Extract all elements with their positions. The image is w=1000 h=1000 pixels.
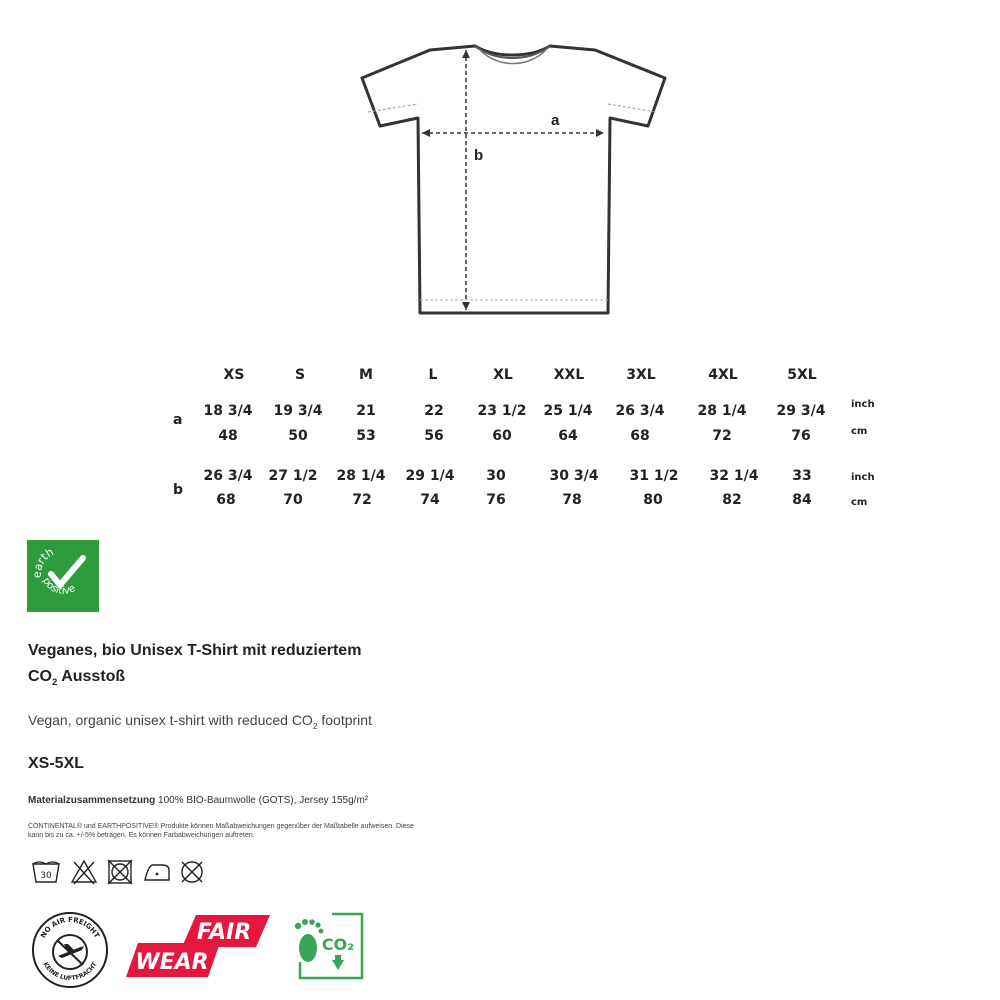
size-range: XS-5XL — [28, 755, 85, 772]
table-cell: 18 3/4 — [203, 403, 253, 419]
wash-temp: 30 — [40, 871, 52, 881]
disclaimer-text: CONTINENTAL® und EARTHPOSITIVE® Produkte können Maßabweichungen gegenüber der Maßtabelle aufweisen. Diese kann bis zu ca. +/-5% betragen. Es können Farbabweichungen auftreten. — [28, 823, 414, 839]
table-cell: 27 1/2 — [268, 468, 318, 484]
size-header: 5XL — [787, 367, 817, 383]
table-cell: 30 — [486, 468, 506, 484]
table-cell: 28 1/4 — [697, 403, 747, 419]
table-cell: 23 1/2 — [477, 403, 527, 419]
iron-low-icon — [142, 858, 172, 886]
wash-30-icon — [30, 858, 62, 886]
size-header: XL — [493, 367, 513, 383]
table-cell: 72 — [352, 492, 372, 508]
table-cell: 60 — [492, 428, 512, 444]
row-label-b: b — [173, 482, 184, 498]
table-cell: 29 3/4 — [776, 403, 826, 419]
table-cell: 31 1/2 — [629, 468, 679, 484]
table-cell: 26 3/4 — [203, 468, 253, 484]
size-header: 3XL — [626, 367, 656, 383]
badge-text-bottom: positive — [40, 576, 78, 597]
unit-cm: cm — [851, 497, 868, 508]
fair-text: FAIR — [196, 920, 252, 945]
size-header: S — [294, 367, 306, 383]
no-tumble-dry-icon — [106, 858, 134, 886]
table-cell: 74 — [420, 492, 440, 508]
svg-text:KEINE LUFTFRACHT — [41, 960, 98, 982]
table-cell: 56 — [424, 428, 444, 444]
no-air-freight-logo — [30, 910, 110, 990]
size-header: M — [359, 367, 373, 383]
table-cell: 78 — [562, 492, 582, 508]
no-bleach-icon — [70, 858, 98, 886]
table-cell: 82 — [722, 492, 742, 508]
table-cell: 80 — [643, 492, 663, 508]
table-cell: 33 — [792, 468, 812, 484]
badge-text-top: earth — [30, 545, 56, 579]
co2-text: CO₂ — [321, 935, 355, 954]
table-cell: 50 — [288, 428, 308, 444]
fair-wear-logo — [124, 913, 272, 981]
wear-text: WEAR — [135, 950, 209, 975]
table-cell: 29 1/4 — [405, 468, 455, 484]
table-cell: 48 — [218, 428, 238, 444]
earth-positive-logo — [27, 540, 99, 612]
table-cell: 84 — [792, 492, 812, 508]
table-cell: 28 1/4 — [336, 468, 386, 484]
product-title-en: Vegan, organic unisex t-shirt with reduced $CO_2$ footprint — [28, 712, 372, 731]
table-cell: 25 1/4 — [543, 403, 593, 419]
table-cell: 53 — [356, 428, 376, 444]
no-air-freight-text: NO AIR FREIGHT — [39, 915, 101, 940]
product-title-de: Veganes, bio Unisex T-Shirt mit reduziertem $CO_2$ Ausstoß — [28, 642, 362, 689]
table-cell: 70 — [283, 492, 303, 508]
table-cell: 76 — [486, 492, 506, 508]
size-header: 4XL — [708, 367, 738, 383]
material-composition: Materialzusammensetzung 100% BIO-Baumwolle (GOTS), Jersey 155g/m² — [28, 795, 369, 806]
table-cell: 19 3/4 — [273, 403, 323, 419]
table-cell: 64 — [558, 428, 578, 444]
table-cell: 32 1/4 — [709, 468, 759, 484]
table-cell: 68 — [630, 428, 650, 444]
unit-inch: inch — [851, 472, 875, 483]
table-cell: 22 — [424, 403, 444, 419]
table-cell: 21 — [356, 403, 376, 419]
size-header: L — [428, 367, 438, 383]
measurement-label-b: b — [474, 147, 484, 164]
care-icons — [30, 858, 220, 886]
table-cell: 30 3/4 — [549, 468, 599, 484]
co2-reduced-logo — [288, 908, 368, 984]
unit-cm: cm — [851, 426, 868, 437]
row-label-a: a — [173, 412, 183, 428]
table-cell: 26 3/4 — [615, 403, 665, 419]
size-header: XXL — [553, 367, 585, 383]
measurement-label-a: a — [551, 112, 560, 129]
size-header: XS — [223, 367, 245, 383]
keine-luftfracht-text: KEINE LUFTFRACHT — [41, 961, 99, 983]
unit-inch: inch — [851, 399, 875, 410]
table-cell: 68 — [216, 492, 236, 508]
table-cell: 76 — [791, 428, 811, 444]
table-cell: 72 — [712, 428, 732, 444]
no-dry-clean-icon — [178, 858, 206, 886]
